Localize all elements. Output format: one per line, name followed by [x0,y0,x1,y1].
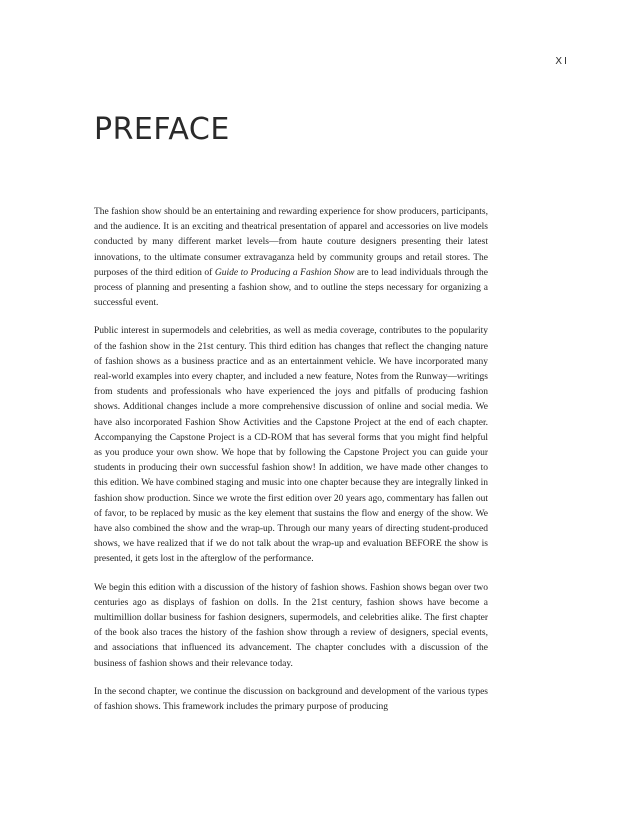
paragraph-1 [94,205,488,311]
paragraph-1-after: are to lead individuals through the process of planning and presenting a fashion show, and to outline the steps necessary for organizing a successful event. [94,267,488,309]
paragraph-2: Public interest in supermodels and celebrities, as well as media coverage, contributes to the popularity of the fashion show in the 21st century. This third edition has changes that reflect the changing nature of fashion shows as a business practice and as an entertainment vehicle. We have incorporated many real-world examples into every chapter, and included a new feature, Notes from the Runway—writings from students and professionals who have experienced the joys and pitfalls of producing fashion shows. Additional changes include a more comprehensive discussion of online and social media. We have also incorporated Fashion Show Activities and the Capstone Project at the end of each chapter. Accompanying the Capstone Project is a CD-ROM that has several forms that you might find helpful as you produce your own show. We hope that by following the Capstone Project you can guide your students in producing their own successful fashion show! In addition, we have made other changes to this edition. We have combined staging and music into one chapter because they are integrally linked in fashion show production. Since we wrote the first edition over 20 years ago, commentary has fallen out of favor, to be replaced by music as the key element that sustains the flow and energy of the show. We have also combined the show and the wrap-up. Through our many years of directing student-produced shows, we have realized that if we do not talk about the wrap-up and evaluation BEFORE the show is presented, it gets lost in the afterglow of the performance. [94,326,488,565]
book-title: Guide to Producing a Fashion Show [214,267,355,278]
page-title: PREFACE [94,112,230,147]
paragraph-3: We begin this edition with a discussion of the history of fashion shows. Fashion shows began over two centuries ago as displays of fashion on dolls. In the 21st century, fashion shows have become a multimillion dollar business for fashion designers, supermodels, and celebrities alike. The first chapter of the book also traces the history of the fashion show through a review of designers, special events, and associations that influenced its advancement. The chapter concludes with a discussion of the business of fashion shows and their relevance today. [94,582,488,669]
paragraph-1-before: The fashion show should be an entertaining and rewarding experience for show producers, participants, and the audience. It is an exciting and theatrical presentation of apparel and accessories on live models conducted by many different market levels—from haute couture designers presenting their latest innovations, to the ultimate consumer extravaganza held by community groups and retail stores. The purposes of the third edition of [94,207,488,278]
page-number: XI [555,56,569,67]
paragraph-4: In the second chapter, we continue the discussion on background and development of the various types of fashion shows. This framework includes the primary purpose of producing [94,686,488,713]
body-text [94,205,488,715]
